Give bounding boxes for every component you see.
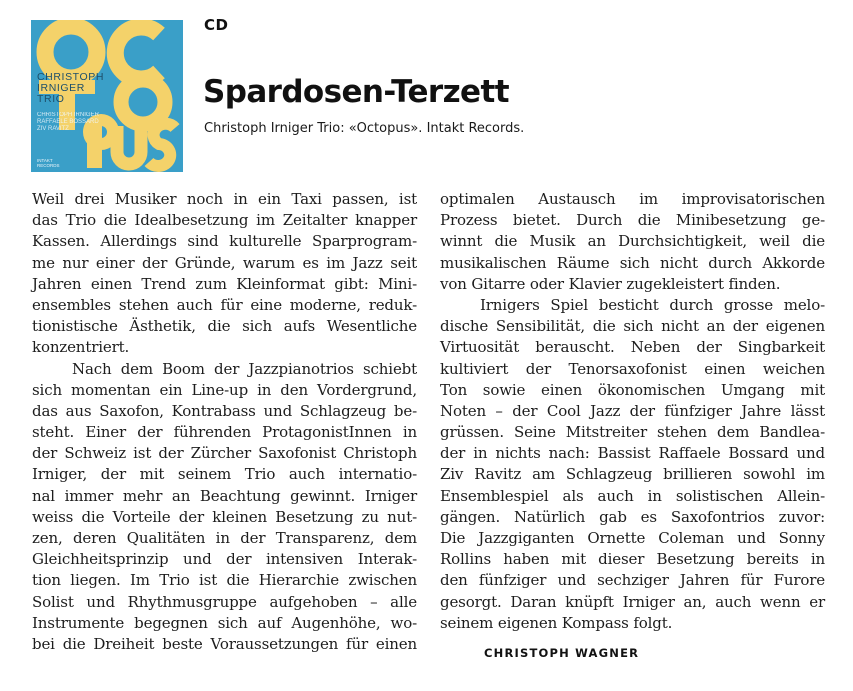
article-subtitle: Christoph Irniger Trio: «Octopus». Intakt Records. — [204, 121, 525, 136]
cover-musicians: CHRISTOPH IRNIGER RAFFAELE BOSSARD ZIV RAVITZ — [37, 112, 99, 132]
text-line: konzentriert. — [32, 338, 130, 357]
album-cover — [31, 20, 183, 172]
text-line: der in nichts nach: Bassist Raffaele Bossard und — [440, 444, 825, 463]
text-line: Noten – der Cool Jazz der fünfziger Jahre lässt — [440, 401, 825, 420]
text-line: Solist und Rhythmusgruppe aufgehoben – alle — [32, 592, 417, 611]
text-line: sich momentan ein Line-up in den Vordergrund, — [32, 380, 417, 399]
section-tag: CD — [204, 16, 229, 34]
text-line: me nur einer der Gründe, warum es im Jazz seit — [32, 253, 417, 272]
text-line: kultiviert der Tenorsaxofonist einen weichen — [440, 359, 825, 378]
text-line: Instrumente begegnen sich auf Augenhöhe, wo- — [32, 613, 417, 632]
article-headline: Spardosen-Terzett — [203, 74, 509, 110]
text-line: Nach dem Boom der Jazzpianotrios schiebt — [72, 359, 417, 378]
text-line: Kassen. Allerdings sind kulturelle Sparprogram- — [32, 232, 417, 251]
text-line: Gleichheitsprinzip und der intensiven Interak- — [32, 550, 417, 569]
text-line: grüssen. Seine Mitstreiter stehen dem Bandlea- — [440, 423, 825, 442]
text-line: den fünfziger und sechziger Jahren für Furore — [440, 571, 825, 590]
text-line: Weil drei Musiker noch in ein Taxi passen, ist — [32, 190, 417, 208]
text-line: Irniger, der mit seinem Trio auch internatio- — [32, 465, 417, 484]
author-byline: CHRISTOPH WAGNER — [484, 646, 640, 660]
text-line: musikalischen Räume sich nicht durch Akkorde — [440, 253, 825, 272]
left-column — [32, 189, 417, 655]
text-line: optimalen Austausch im improvisatorischen — [440, 190, 825, 208]
cover-label: INTAKT RECORDS — [37, 158, 60, 168]
text-line: ensembles stehen auch für eine moderne, reduk- — [32, 295, 417, 314]
text-line: weiss die Vorteile der kleinen Besetzung zu nut- — [32, 507, 417, 526]
text-line: Die Jazzgiganten Ornette Coleman und Sonny — [440, 529, 825, 547]
text-line: Jahren einen Trend zum Kleinformat gibt: Mini- — [32, 274, 417, 293]
right-column — [440, 189, 825, 634]
text-line: der Schweiz ist der Zürcher Saxofonist Christoph — [32, 444, 417, 463]
text-line: tionistische Ästhetik, die sich aufs Wesentliche — [32, 317, 417, 336]
text-line: Ton sowie einen ökonomischen Umgang mit — [440, 380, 825, 399]
text-line: Rollins haben mit dieser Besetzung bereits in — [440, 550, 825, 569]
text-line: Ensemblespiel als auch in solistischen Allein- — [440, 486, 825, 505]
cover-artist: CHRISTOPH IRNIGER TRIO — [37, 71, 105, 105]
text-line: bei die Dreiheit beste Voraussetzungen für einen — [32, 634, 417, 653]
text-line: Irnigers Spiel besticht durch grosse melo- — [480, 295, 825, 314]
text-line: tion liegen. Im Trio ist die Hierarchie zwischen — [32, 571, 417, 590]
text-line: gesorgt. Daran knüpft Irniger an, auch wenn er — [440, 592, 825, 611]
text-line: das aus Saxofon, Kontrabass und Schlagzeug be- — [32, 401, 417, 420]
text-line: von Gitarre oder Klavier zugekleistert finden. — [440, 274, 781, 293]
text-line: Prozess bietet. Durch die Minibesetzung ge- — [440, 211, 825, 230]
text-line: das Trio die Idealbesetzung im Zeitalter knapper — [32, 211, 417, 230]
text-line: Virtuosität berauscht. Neben der Singbarkeit — [440, 338, 825, 357]
text-line: gängen. Natürlich gab es Saxofontrios zuvor: — [440, 507, 825, 526]
text-line: nal immer mehr an Beachtung gewinnt. Irniger — [32, 486, 417, 505]
text-line: dische Sensibilität, die sich nicht an der eigenen — [440, 317, 825, 336]
text-line: seinem eigenen Kompass folgt. — [440, 613, 673, 632]
text-line: zen, deren Qualitäten in der Transparenz, dem — [32, 529, 417, 547]
text-line: Ziv Ravitz am Schlagzeug brillieren sowohl im — [440, 465, 825, 484]
text-line: steht. Einer der führenden ProtagonistInnen in — [32, 423, 417, 442]
text-line: winnt die Musik an Durchsichtigkeit, weil die — [440, 232, 825, 251]
